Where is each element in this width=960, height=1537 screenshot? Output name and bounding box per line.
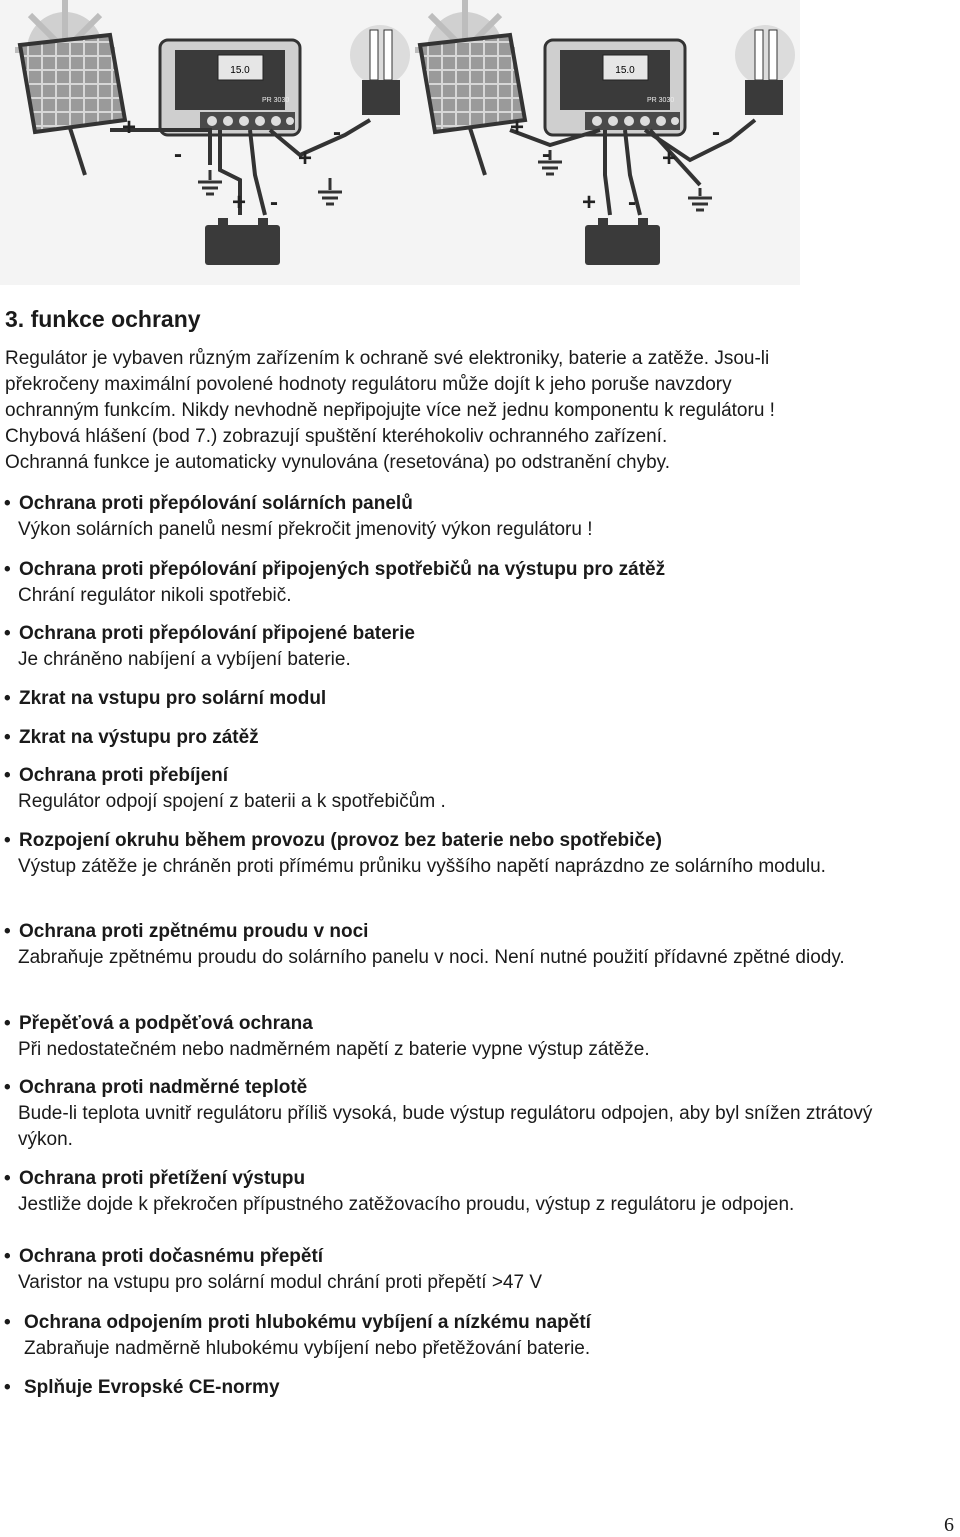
bullet: • — [4, 1377, 11, 1398]
bullet: • — [4, 1246, 11, 1267]
item-description: Výstup zátěže je chráněn proti přímému průniku vyššího napětí naprázdno ze solárního modulu. — [18, 856, 826, 877]
battery-icon — [585, 218, 660, 265]
bullet: • — [4, 688, 11, 709]
bullet: • — [4, 559, 11, 580]
polarity-minus: - — [174, 141, 182, 168]
protection-item — [4, 557, 954, 609]
intro-paragraph — [5, 346, 950, 476]
protection-item — [4, 491, 954, 543]
intro-line: Regulátor je vybaven různým zařízením k ochraně své elektroniky, baterie a zatěže. Jsou-li — [5, 348, 770, 369]
item-heading: Ochrana proti přebíjení — [19, 765, 229, 786]
item-description: Chrání regulátor nikoli spotřebič. — [18, 585, 292, 606]
polarity-minus: - — [628, 189, 636, 216]
item-description: Bude-li teplota uvnitř regulátoru příliš vysoká, bude výstup regulátoru odpojen, aby byl snížen ztrátový výkon. — [18, 1103, 873, 1150]
item-description: Výkon solárních panelů nesmí překročit jmenovitý výkon regulátoru ! — [18, 519, 593, 540]
item-heading: Ochrana proti zpětnému proudu v noci — [19, 921, 369, 942]
bullet: • — [4, 623, 11, 644]
section-title: 3. funkce ochrany — [5, 306, 201, 332]
bullet: • — [4, 830, 11, 851]
item-description: Zabraňuje nadměrně hlubokému vybíjení nebo přetěžování baterie. — [24, 1338, 591, 1359]
protection-item — [4, 828, 954, 880]
page-number: 6 — [944, 1514, 954, 1536]
polarity-plus: + — [510, 114, 525, 141]
item-description: Při nedostatečném nebo nadměrném napětí z baterie vypne výstup zátěže. — [18, 1039, 650, 1060]
battery-icon — [205, 218, 280, 265]
bullet: • — [4, 921, 11, 942]
controller-icon — [160, 40, 300, 135]
item-heading: Ochrana proti nadměrné teplotě — [19, 1077, 308, 1098]
protection-item — [4, 686, 954, 712]
protection-item — [4, 1075, 954, 1153]
polarity-minus: - — [333, 119, 341, 146]
item-heading: Zkrat na výstupu pro zátěž — [19, 727, 259, 748]
bullet: • — [4, 1077, 11, 1098]
protection-item — [4, 919, 954, 971]
polarity-plus: + — [582, 189, 597, 216]
protection-item — [4, 1011, 954, 1063]
item-description: Regulátor odpojí spojení z baterii a k spotřebičům . — [18, 791, 446, 812]
controller-model: PR 3030 — [647, 97, 675, 104]
item-heading: Ochrana odpojením proti hlubokému vybíjení a nízkému napětí — [24, 1312, 591, 1333]
wiring-diagrams — [0, 0, 800, 285]
item-heading: Ochrana proti přepólování solárních panelů — [19, 493, 413, 514]
controller-display: 15.0 — [615, 65, 635, 76]
item-heading: Ochrana proti dočasnému přepětí — [19, 1246, 324, 1267]
item-description: Jestliže dojde k překročen přípustného zatěžovacího proudu, výstup z regulátoru je odpojen. — [18, 1194, 795, 1215]
protection-item — [4, 1166, 954, 1218]
protection-item — [4, 1244, 954, 1296]
item-heading: Ochrana proti přepólování připojené baterie — [19, 623, 415, 644]
polarity-plus: + — [122, 114, 137, 141]
bullet: • — [4, 1312, 11, 1333]
controller-display: 15.0 — [230, 65, 250, 76]
intro-line: Chybová hlášení (bod 7.) zobrazují spuštění kteréhokoliv ochranného zařízení. — [5, 426, 668, 447]
item-description: Je chráněno nabíjení a vybíjení baterie. — [18, 649, 351, 670]
polarity-minus: - — [270, 189, 278, 216]
item-description: Varistor na vstupu pro solární modul chrání proti přepětí >47 V — [18, 1272, 543, 1293]
bullet: • — [4, 765, 11, 786]
controller-icon — [545, 40, 685, 135]
intro-line: ochranným funkcím. Nikdy nevhodně nepřipojujte více než jednu komponentu k regulátoru ! — [5, 400, 775, 421]
bullet: • — [4, 1168, 11, 1189]
protection-item — [4, 1310, 954, 1362]
polarity-plus: + — [662, 145, 677, 172]
item-heading: Splňuje Evropské CE-normy — [24, 1377, 280, 1398]
item-heading: Rozpojení okruhu během provozu (provoz bez baterie nebo spotřebiče) — [19, 830, 662, 851]
protection-item — [4, 725, 954, 751]
controller-model: PR 3030 — [262, 97, 290, 104]
polarity-plus: + — [298, 145, 313, 172]
protection-item — [4, 621, 954, 673]
bullet: • — [4, 493, 11, 514]
item-heading: Ochrana proti přetížení výstupu — [19, 1168, 306, 1189]
bullet: • — [4, 727, 11, 748]
polarity-plus: + — [232, 189, 247, 216]
protection-item — [4, 763, 954, 815]
intro-line: Ochranná funkce je automaticky vynulována (resetována) po odstranění chyby. — [5, 452, 671, 473]
polarity-minus: - — [712, 119, 720, 146]
protection-item — [4, 1375, 954, 1401]
intro-line: překročeny maximální povolené hodnoty regulátoru může dojít k jeho poruše navzdory — [5, 374, 732, 395]
item-heading: Zkrat na vstupu pro solární modul — [19, 688, 327, 709]
item-heading: Přepěťová a podpěťová ochrana — [19, 1013, 313, 1034]
item-heading: Ochrana proti přepólování připojených spotřebičů na výstupu pro zátěž — [19, 559, 666, 580]
item-description: Zabraňuje zpětnému proudu do solárního panelu v noci. Není nutné použití přídavné zpětné diody. — [18, 947, 845, 968]
bullet: • — [4, 1013, 11, 1034]
polarity-minus: - — [542, 141, 550, 168]
